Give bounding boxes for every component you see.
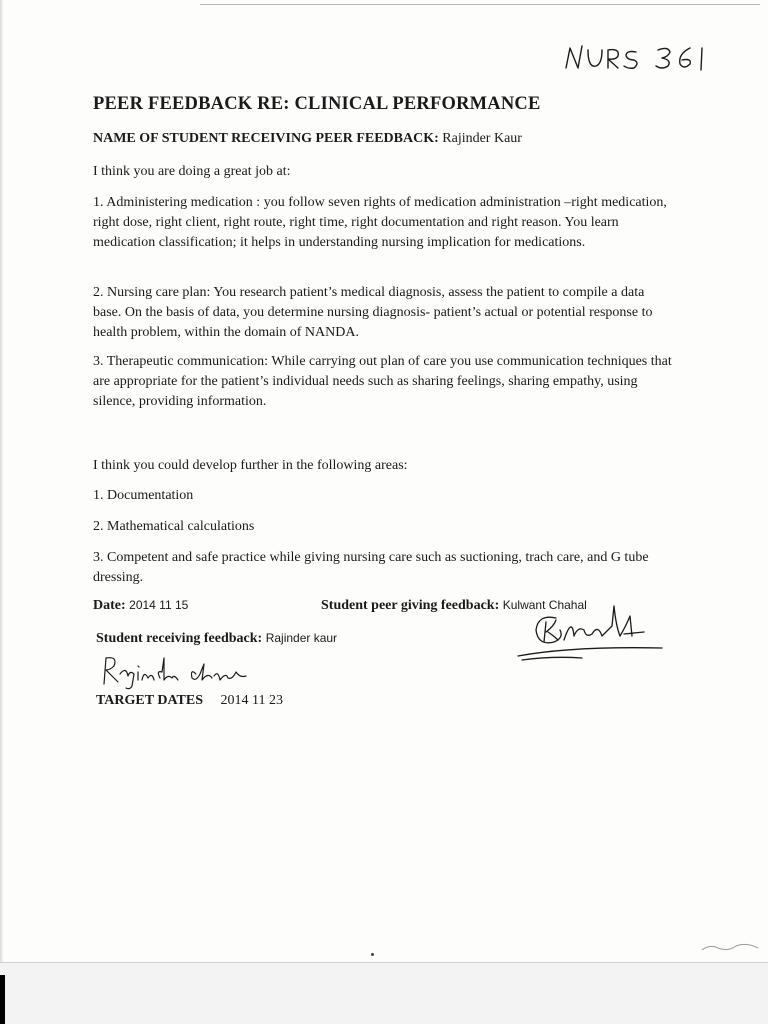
strength-item: 1. Administering medication : you follow seven rights of medication administration –right medication, right dose, right client, right route, right time, right documentation and right reason. You learn medication classification; it helps in understanding nursing implication for medications. (93, 195, 667, 250)
scan-speck (371, 953, 374, 956)
student-name-line (93, 131, 522, 147)
develop-item: 2. Mathematical calculations (93, 519, 255, 534)
date-label: Date: (93, 598, 126, 613)
receiver-signature (100, 650, 250, 692)
feedback-receiver-line (96, 631, 337, 647)
develop-intro: I think you could develop further in the following areas: (93, 458, 408, 473)
scan-bottom-band (0, 962, 768, 1024)
scan-left-edge (0, 0, 3, 1024)
receiver-value: Rajinder kaur (265, 631, 338, 645)
strength-item: 3. Therapeutic communication: While carrying out plan of care you use communication techniques that are appropriate for the patient’s individual needs such as sharing feelings, sharing empathy, using silence, providing information. (93, 354, 672, 409)
target-dates-label: TARGET DATES (96, 693, 203, 708)
giver-signature (512, 596, 672, 666)
target-dates-line (96, 693, 283, 709)
target-dates-value: 2014 11 23 (220, 693, 283, 708)
develop-item: 3. Competent and safe practice while giving nursing care such as suctioning, trach care, and G tube dressing. (93, 550, 649, 585)
document-title: PEER FEEDBACK RE: CLINICAL PERFORMANCE (93, 94, 541, 114)
margin-scribble (700, 940, 760, 954)
develop-item: 1. Documentation (93, 488, 194, 503)
strength-item: 2. Nursing care plan: You research patient’s medical diagnosis, assess the patient to compile a data base. On the basis of data, you determine nursing diagnosis- patient’s actual or potential response to health problem, within the domain of NANDA. (93, 285, 653, 340)
receiver-label: Student receiving feedback: (96, 631, 263, 646)
date-line (93, 598, 188, 614)
student-name-value: Rajinder Kaur (442, 131, 522, 146)
giver-label: Student peer giving feedback: (321, 598, 500, 613)
handwritten-course-code (562, 38, 722, 76)
student-name-label: NAME OF STUDENT RECEIVING PEER FEEDBACK: (93, 131, 439, 146)
strengths-intro: I think you are doing a great job at: (93, 164, 291, 179)
scan-top-line (200, 4, 760, 5)
scan-edge-bar (0, 975, 5, 1024)
scan-bottom-line (0, 962, 768, 963)
giver-value: Kulwant Chahal (502, 598, 587, 612)
date-value: 2014 11 15 (129, 598, 189, 612)
